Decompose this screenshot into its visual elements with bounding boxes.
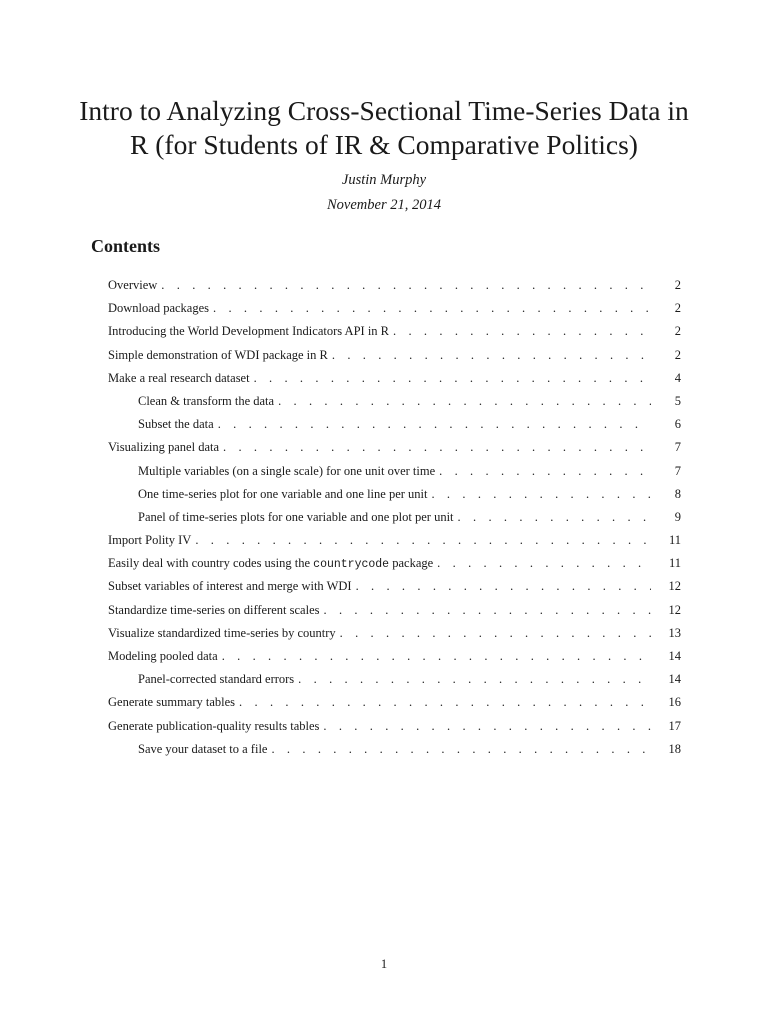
toc-entry-page-number[interactable]: 12 (668, 602, 681, 617)
toc-entry[interactable] (108, 669, 681, 692)
toc-entry-leader-dots (437, 553, 651, 573)
toc-entry-title[interactable]: Multiple variables (on a single scale) for one unit over time (138, 463, 436, 478)
toc-entry-leader-dots (218, 414, 651, 434)
toc-entry-leader-dots (223, 437, 651, 457)
toc-entry-title[interactable]: Generate publication-quality results tables (108, 718, 320, 733)
toc-entry-leader-dots (356, 576, 651, 596)
toc-entry[interactable] (108, 692, 681, 715)
toc-entry[interactable] (108, 553, 681, 576)
toc-entry-title[interactable]: Subset variables of interest and merge with WDI (108, 579, 352, 594)
toc-entry[interactable] (108, 321, 681, 344)
toc-entry[interactable] (108, 391, 681, 414)
toc-entry-leader-dots (324, 600, 652, 620)
toc-entry[interactable] (108, 530, 681, 553)
toc-entry-page-number[interactable]: 5 (674, 393, 681, 408)
toc-entry[interactable] (108, 345, 681, 368)
toc-entry-page-number[interactable]: 7 (674, 440, 681, 455)
toc-entry-leader-dots (340, 623, 651, 643)
toc-entry-title[interactable]: Panel-corrected standard errors (138, 672, 295, 687)
toc-entry-page-number[interactable]: 13 (668, 625, 681, 640)
toc-entry-title[interactable]: One time-series plot for one variable and one line per unit (138, 486, 428, 501)
toc-entry[interactable] (108, 298, 681, 321)
toc-entry[interactable] (108, 414, 681, 437)
toc-entry-leader-dots (278, 391, 651, 411)
toc-entry-title[interactable]: Overview (108, 278, 158, 292)
toc-entry-leader-dots (254, 368, 651, 388)
toc-entry-page-number[interactable]: 14 (668, 649, 681, 663)
document-date: November 21, 2014 (327, 197, 441, 213)
toc-entry-leader-dots (439, 461, 651, 481)
toc-entry-page-number[interactable]: 11 (668, 533, 681, 548)
toc-entry-title[interactable]: Visualize standardized time-series by country (108, 625, 336, 640)
toc-entry[interactable] (108, 368, 681, 391)
toc-entry-title[interactable]: Simple demonstration of WDI package in R (108, 347, 328, 362)
contents-heading: Contents (91, 236, 161, 256)
toc-entry-leader-dots (161, 275, 651, 295)
toc-entry[interactable] (108, 646, 681, 669)
toc-entry-leader-dots (458, 507, 651, 527)
toc-entry-page-number[interactable]: 6 (674, 417, 681, 432)
page-number: 1 (380, 957, 388, 971)
toc-entry-title[interactable]: Subset the data (138, 417, 214, 432)
toc-entry-title-code: countrycode (313, 558, 390, 572)
toc-entry-page-number[interactable]: 2 (674, 278, 681, 292)
toc-entry-page-number[interactable]: 12 (668, 579, 681, 594)
toc-entry-title-post: package (389, 556, 434, 571)
toc-entry-title[interactable]: Import Polity IV (108, 533, 192, 548)
toc-entry-page-number[interactable]: 2 (674, 324, 681, 339)
toc-entry-page-number[interactable]: 2 (674, 347, 681, 362)
toc-entry-page-number[interactable]: 18 (668, 741, 681, 756)
document-title-line-1: Intro to Analyzing Cross-Sectional Time-Series Data in (79, 95, 689, 126)
toc-entry[interactable] (108, 507, 681, 530)
toc-entry[interactable] (108, 739, 681, 762)
toc-entry-title-pre: Easily deal with country codes using the (108, 556, 314, 571)
toc-entry[interactable] (108, 461, 681, 484)
toc-entry-title[interactable]: Panel of time-series plots for one variable and one plot per unit (138, 509, 454, 524)
toc-entry[interactable] (108, 576, 681, 599)
toc-entry-leader-dots (195, 530, 651, 550)
toc-entry-title[interactable]: Visualizing panel data (108, 440, 220, 455)
toc-entry-leader-dots (213, 298, 651, 318)
toc-entry-title[interactable]: Standardize time-series on different scales (108, 602, 320, 617)
toc-entry-title[interactable]: Clean & transform the data (138, 393, 275, 408)
toc-entry-page-number[interactable]: 14 (668, 672, 681, 687)
toc-entry-leader-dots (323, 716, 651, 736)
toc-entry-leader-dots (431, 484, 651, 504)
toc-entry-leader-dots (222, 646, 651, 666)
toc-entry-title[interactable]: Modeling pooled data (108, 649, 218, 663)
toc-entry-title[interactable]: Make a real research dataset (108, 370, 250, 385)
toc-entry[interactable] (108, 716, 681, 739)
toc-entry-title[interactable]: Generate summary tables (108, 695, 236, 710)
toc-entry[interactable] (108, 275, 681, 298)
toc-entry-page-number[interactable]: 11 (668, 556, 681, 571)
toc-entry-leader-dots (239, 692, 651, 712)
document-title-line-2: R (for Students of IR & Comparative Politics) (130, 129, 638, 160)
title-block (60, 94, 708, 214)
toc-entry[interactable] (108, 484, 681, 507)
toc-entry-title[interactable]: Download packages (108, 301, 210, 316)
toc-entry-page-number[interactable]: 16 (668, 695, 681, 710)
toc-entry-leader-dots (332, 345, 651, 365)
table-of-contents (108, 275, 681, 762)
toc-entry-leader-dots (298, 669, 651, 689)
toc-entry-title[interactable] (108, 553, 437, 575)
toc-entry[interactable] (108, 437, 681, 460)
toc-entry-page-number[interactable]: 9 (674, 509, 681, 524)
toc-entry-leader-dots (393, 321, 651, 341)
toc-entry-page-number[interactable]: 2 (674, 301, 681, 316)
toc-entry-page-number[interactable]: 8 (674, 486, 681, 501)
toc-entry-title[interactable]: Save your dataset to a file (138, 741, 268, 756)
document-title (60, 94, 708, 162)
toc-entry-page-number[interactable]: 17 (668, 718, 681, 733)
document-author: Justin Murphy (341, 172, 427, 188)
toc-entry-leader-dots (271, 739, 651, 759)
toc-entry-page-number[interactable]: 7 (674, 463, 681, 478)
toc-entry[interactable] (108, 600, 681, 623)
toc-entry-title[interactable]: Introducing the World Development Indicators API in R (108, 324, 390, 339)
toc-entry-page-number[interactable]: 4 (674, 370, 681, 385)
toc-entry[interactable] (108, 623, 681, 646)
